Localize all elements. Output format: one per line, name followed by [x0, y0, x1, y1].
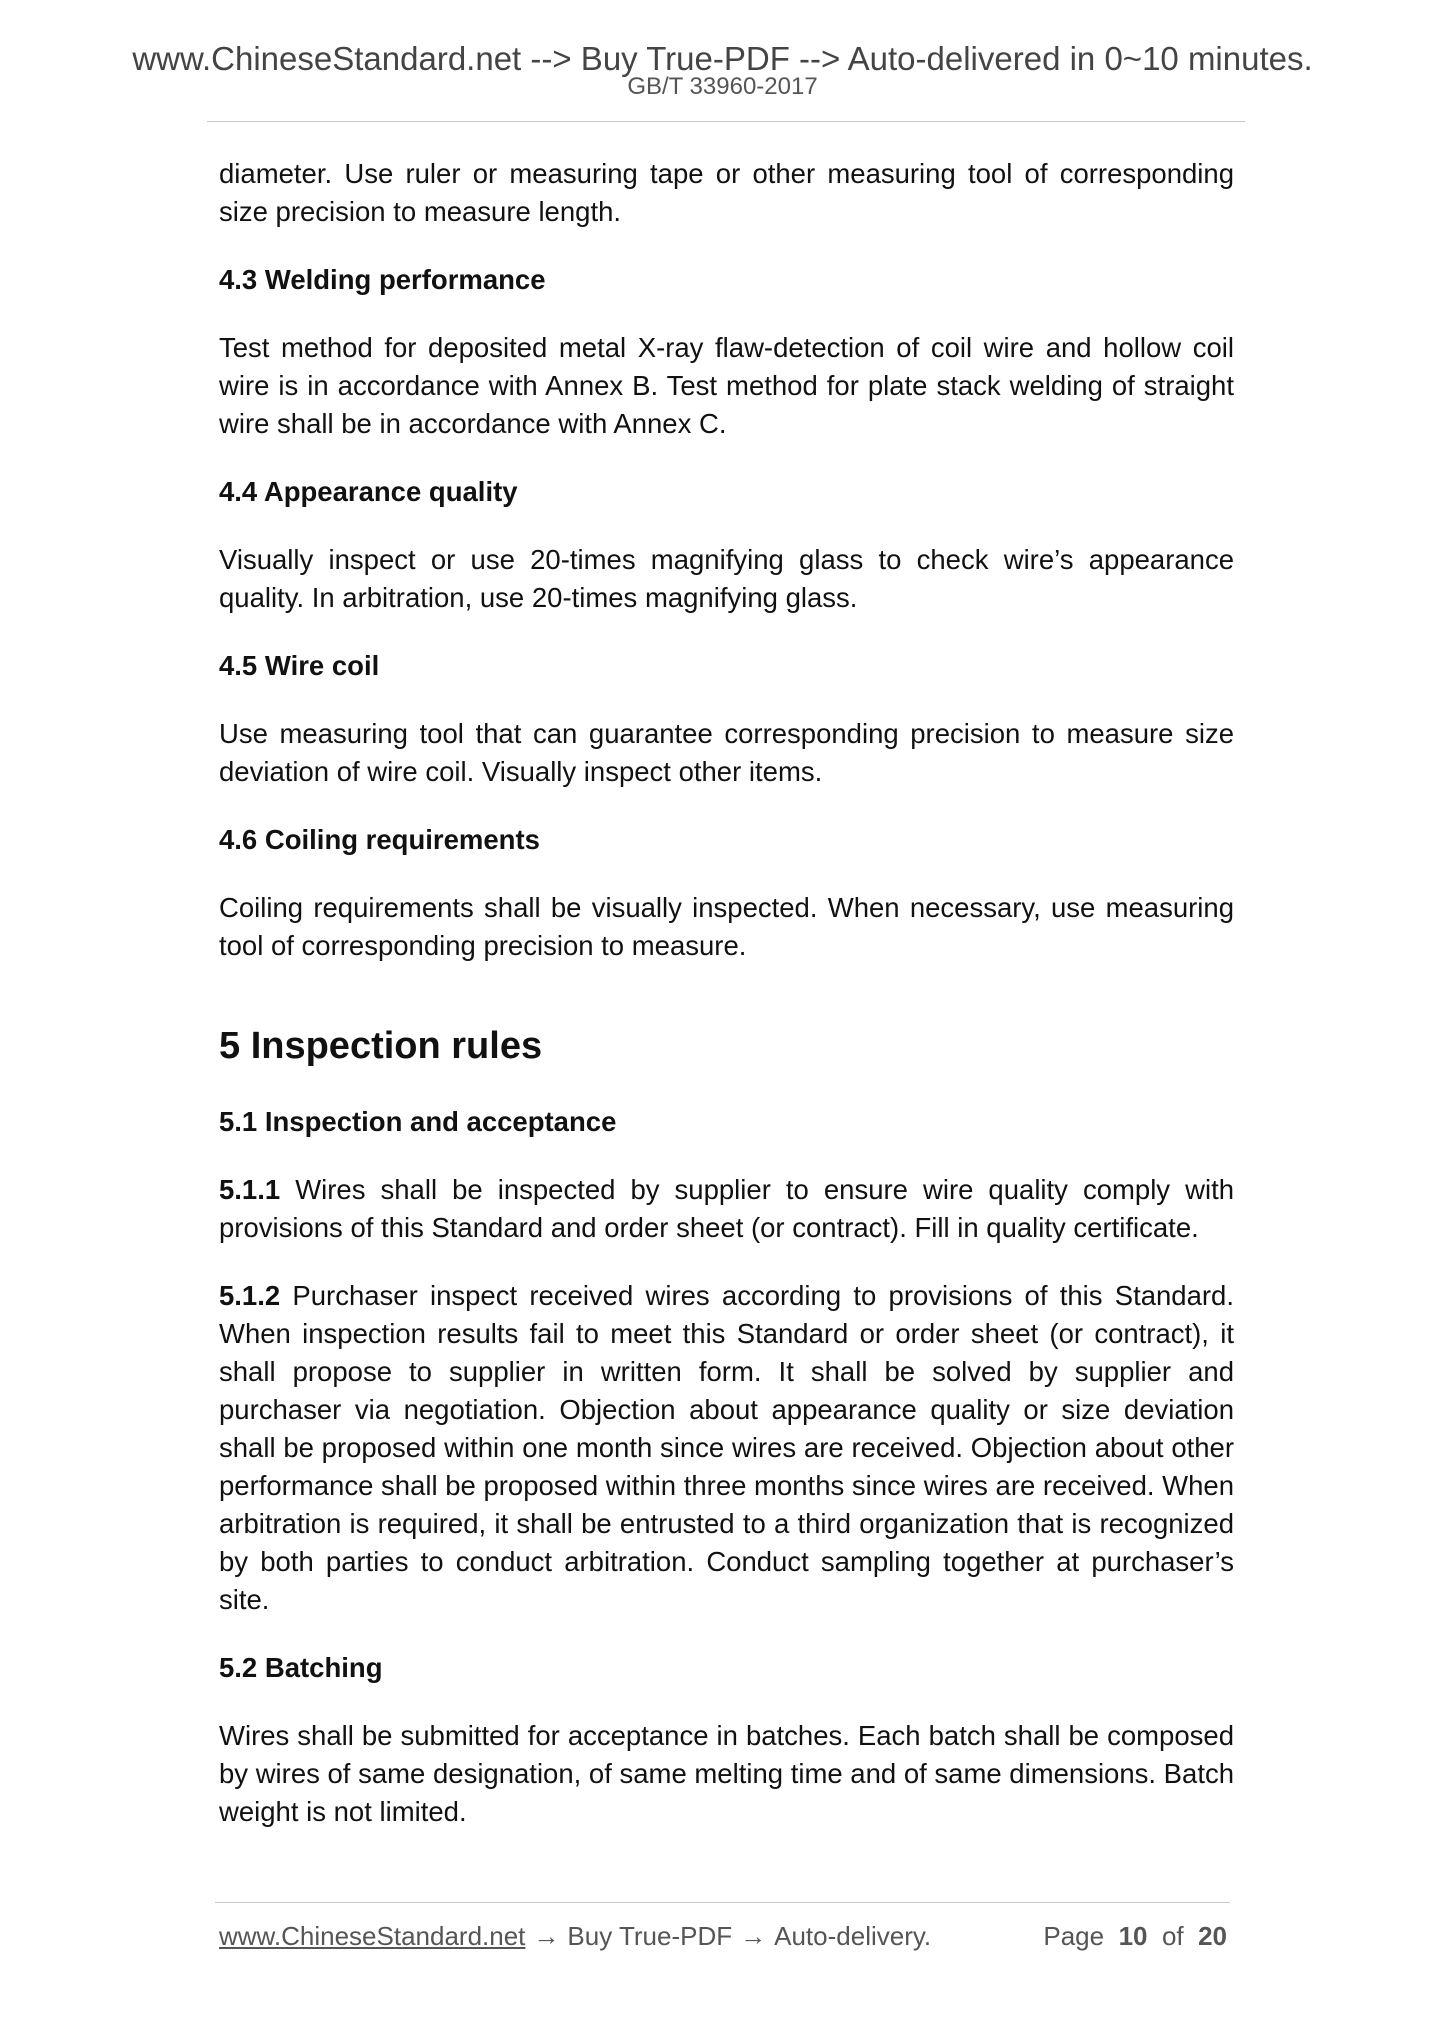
section-4-4-heading: 4.4 Appearance quality [219, 476, 518, 507]
section-4-6-text: Coiling requirements shall be visually inspected. When necessary, use measuring tool of corresponding precision to measure. [219, 892, 1234, 961]
section-4-5-text: Use measuring tool that can guarantee corresponding precision to measure size deviation of wire coil. Visually inspect other items. [219, 718, 1234, 787]
page-footer [219, 1920, 1227, 1952]
section-5-heading: 5 Inspection rules [219, 1025, 543, 1067]
clause-5-1-1-number: 5.1.1 [219, 1174, 281, 1205]
section-4-5-heading: 4.5 Wire coil [219, 650, 380, 681]
page-current: 10 [1118, 1921, 1148, 1951]
footer-divider [215, 1902, 1230, 1903]
header-divider [207, 121, 1245, 122]
section-5-2-text: Wires shall be submitted for acceptance in batches. Each batch shall be composed by wires of same designation, of same melting time and of same dimensions. Batch weight is not limited. [219, 1720, 1234, 1827]
standard-code: GB/T 33960-2017 [627, 73, 818, 100]
document-body [219, 155, 1234, 1861]
page-label: Page [1043, 1921, 1105, 1951]
section-5-2-heading: 5.2 Batching [219, 1652, 383, 1683]
clause-5-1-1 [219, 1171, 1234, 1247]
clause-5-1-1-text: Wires shall be inspected by supplier to ensure wire quality comply with provisions of this Standard and order sheet (or contract). Fill in quality certificate. [219, 1174, 1234, 1243]
arrow-right-icon: → [533, 1921, 560, 1951]
intro-paragraph: diameter. Use ruler or measuring tape or other measuring tool of corresponding size precision to measure length. [219, 158, 1234, 227]
clause-5-1-2-number: 5.1.2 [219, 1280, 281, 1311]
footer-delivery-text: Auto-delivery. [774, 1921, 932, 1951]
section-4-3-text: Test method for deposited metal X-ray flaw-detection of coil wire and hollow coil wire is in accordance with Annex B. Test method for plate stack welding of straight wire shall be in accordance with Annex C. [219, 332, 1234, 439]
arrow-right-icon: → [740, 1921, 767, 1951]
clause-5-1-2 [219, 1277, 1234, 1619]
section-4-3-heading: 4.3 Welding performance [219, 264, 546, 295]
section-5-1-heading: 5.1 Inspection and acceptance [219, 1106, 617, 1137]
section-4-4-text: Visually inspect or use 20-times magnifying glass to check wire’s appearance quality. In arbitration, use 20-times magnifying glass. [219, 544, 1234, 613]
footer-website-link[interactable]: www.ChineseStandard.net [219, 1921, 526, 1951]
page-indicator [1043, 1920, 1227, 1952]
header-banner: www.ChineseStandard.net --> Buy True-PDF --> Auto-delivered in 0~10 minutes. [132, 40, 1313, 77]
page-total: 20 [1198, 1921, 1227, 1951]
footer-buy-text: Buy True-PDF [567, 1921, 733, 1951]
page-of-label: of [1161, 1921, 1184, 1951]
section-4-6-heading: 4.6 Coiling requirements [219, 824, 540, 855]
clause-5-1-2-text: Purchaser inspect received wires according to provisions of this Standard. When inspection results fail to meet this Standard or order sheet (or contract), it shall propose to supplier in written form. It shall be solved by supplier and purchaser via negotiation. Objection about appearance quality or size deviation shall be proposed within one month since wires are received. Objection about other performance shall be proposed within three months since wires are received. When arbitration is required, it shall be entrusted to a third organization that is recognized by both parties to conduct arbitration. Conduct sampling together at purchaser’s site. [219, 1280, 1234, 1615]
